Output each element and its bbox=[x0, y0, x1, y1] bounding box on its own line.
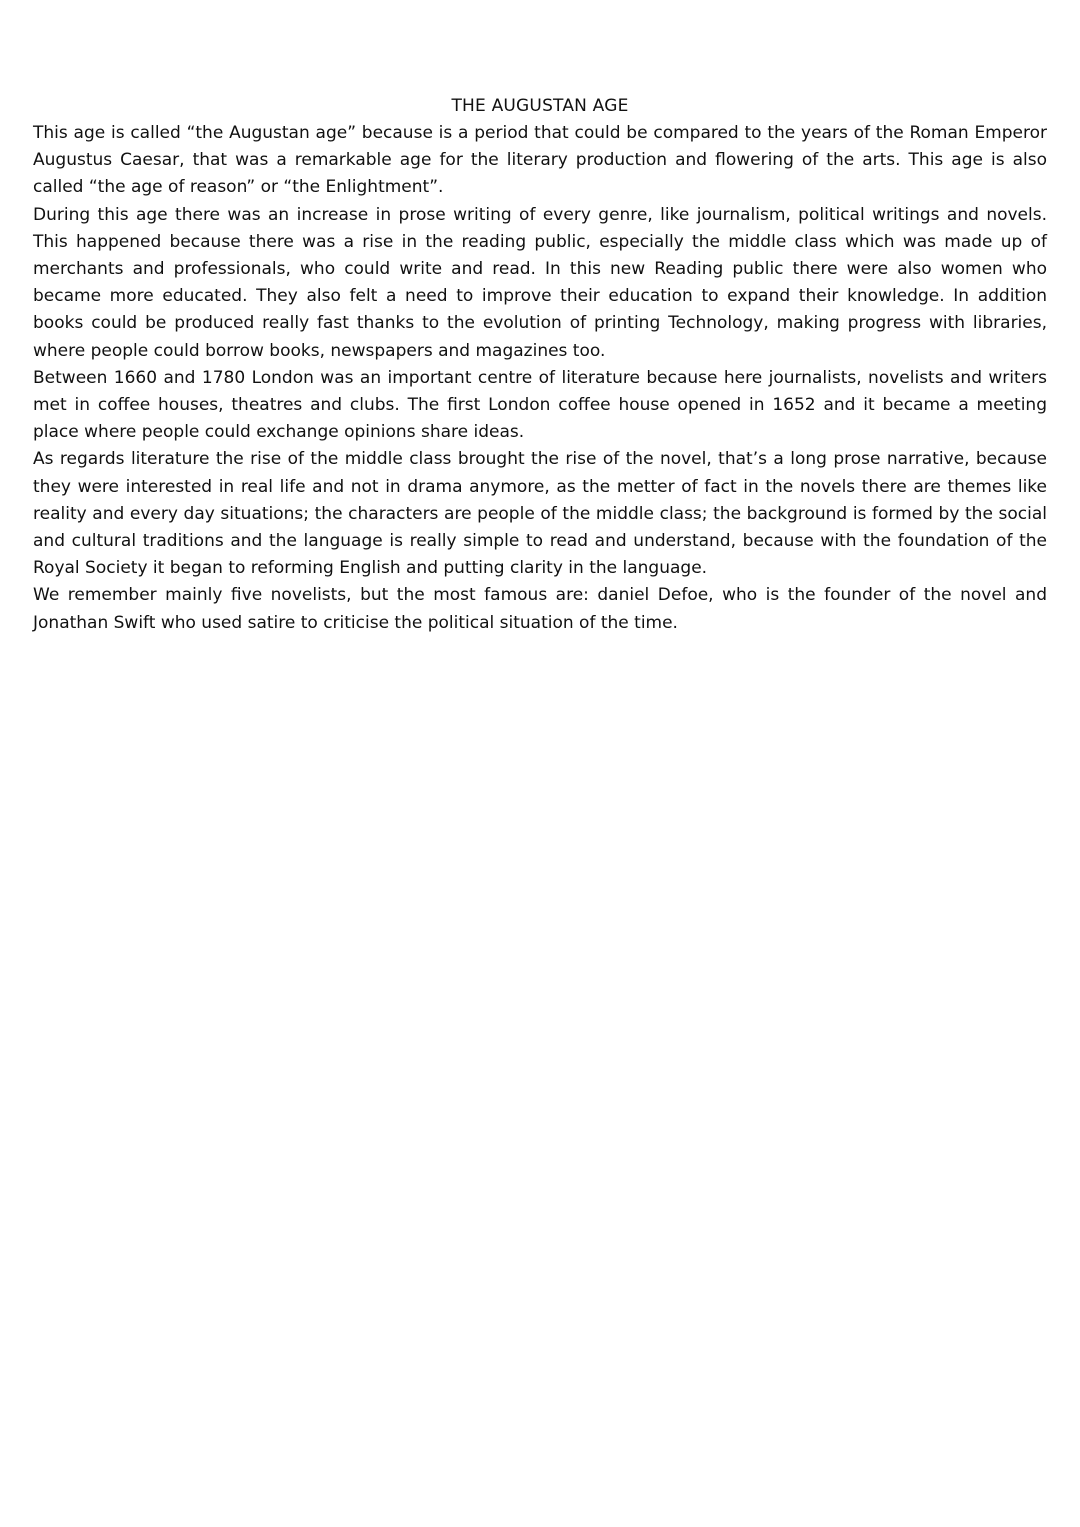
paragraph-intro: This age is called “the Augustan age” because is a period that could be compared to the years of the Roman Emperor Augustus Caesar, that was a remarkable age for the literary production and flowering of the arts. This age is also called “the age of reason” or “the Enlightment”. bbox=[33, 123, 1047, 198]
document-title: THE AUGUSTAN AGE bbox=[451, 96, 629, 116]
document-page bbox=[33, 93, 1047, 637]
paragraph-novelists: We remember mainly five novelists, but the most famous are: daniel Defoe, who is the founder of the novel and Jonathan Swift who used satire to criticise the political situation of the time. bbox=[33, 585, 1047, 633]
paragraph-novel: As regards literature the rise of the middle class brought the rise of the novel, that’s a long prose narrative, because they were interested in real life and not in drama anymore, as the metter of fact in the novels there are themes like reality and every day situations; the characters are people of the middle class; the background is formed by the social and cultural traditions and the language is really simple to read and understand, because with the foundation of the Royal Society it began to reforming English and putting clarity in the language. bbox=[33, 449, 1047, 579]
paragraph-london: Between 1660 and 1780 London was an important centre of literature because here journalists, novelists and writers met in coffee houses, theatres and clubs. The first London coffee house opened in 1652 and it became a meeting place where people could exchange opinions share ideas. bbox=[33, 367, 1047, 443]
paragraph-prose-writing: During this age there was an increase in prose writing of every genre, like journalism, political writings and novels. This happened because there was a rise in the reading public, especially the middle class which was made up of merchants and professionals, who could write and read. In this new Reading public there were also women who became more educated. They also felt a need to improve their education to expand their knowledge. In addition books could be produced really fast thanks to the evolution of printing Technology, making progress with libraries, where people could borrow books, newspapers and magazines too. bbox=[33, 204, 1047, 361]
